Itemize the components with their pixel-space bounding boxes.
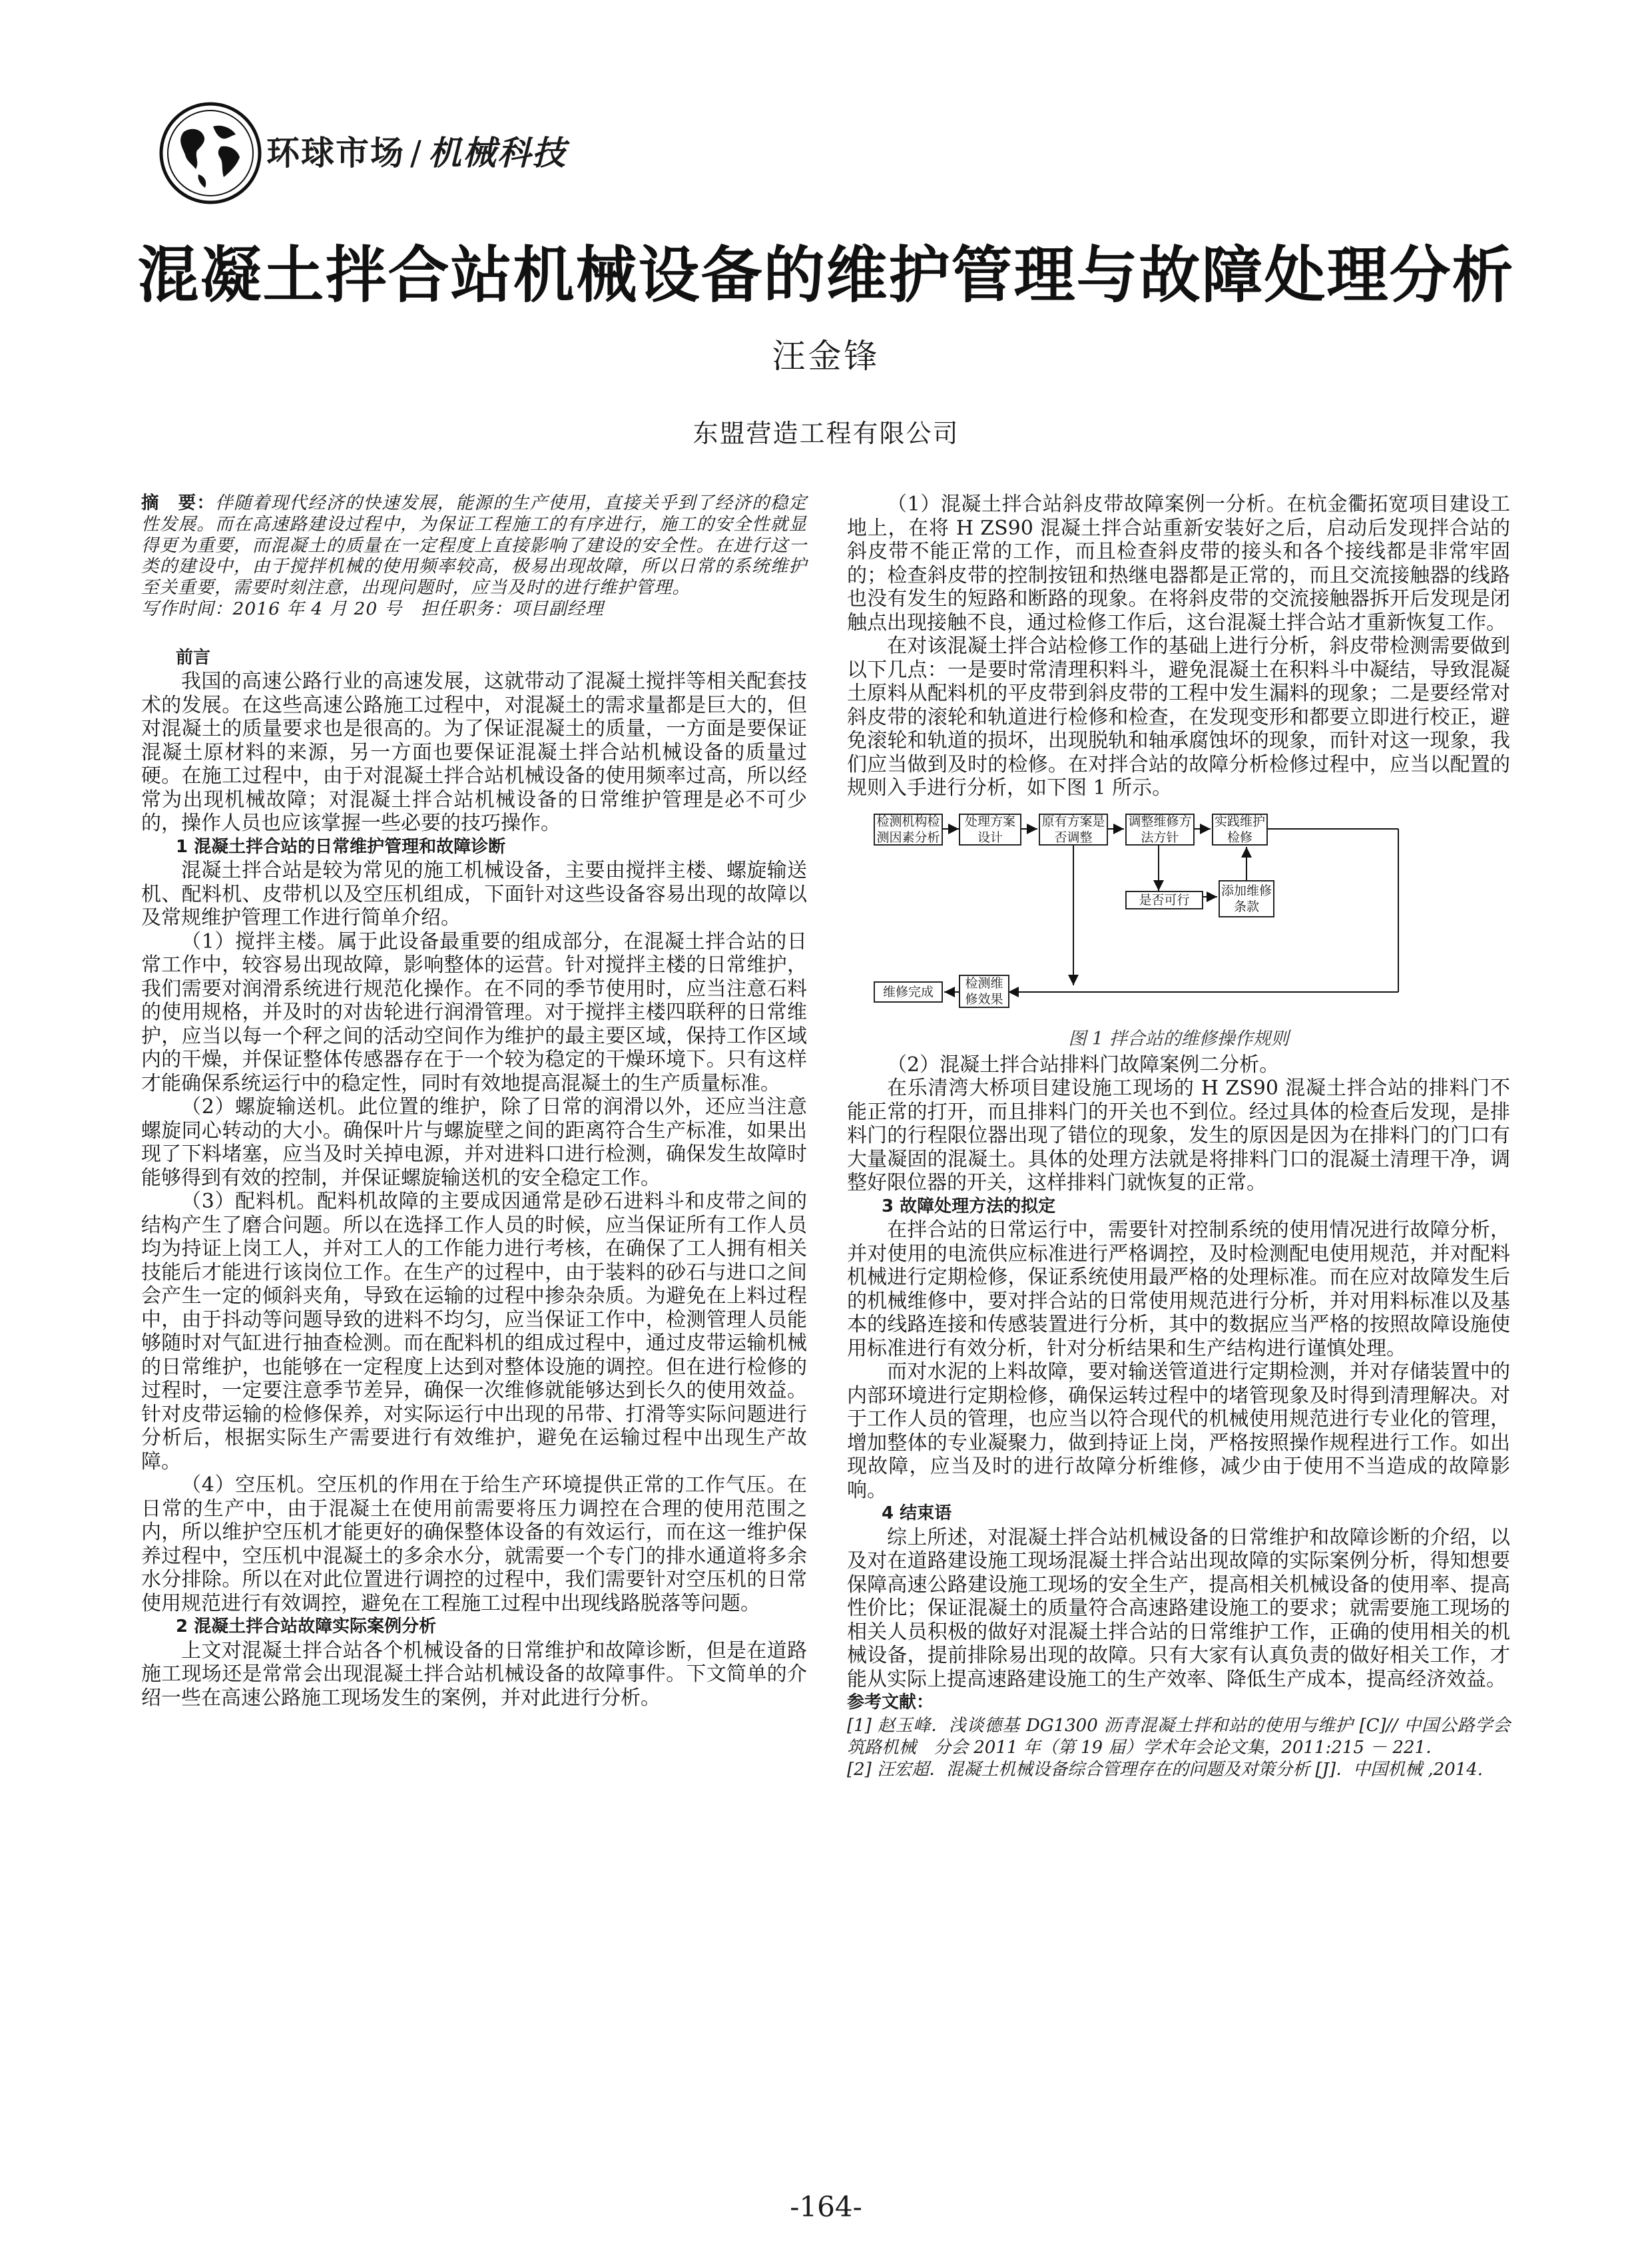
magazine-header	[266, 126, 567, 174]
paragraph: 在拌合站的日常运行中，需要针对控制系统的使用情况进行故障分析，并对使用的电流供应标准进行严格调控，及时检测配电使用规范，并对配料机械进行定期检修，保证系统使用最严格的处理标准。而在应对故障发生后的机械维修中，要对拌合站的日常使用规范进行分析，并对用料标准以及基本的线路连接和传感装置进行分析，其中的数据应当严格的按照故障设施使用标准进行有效分析，针对分析结果和生产结构进行谨慎处理。	[847, 1218, 1510, 1360]
paragraph: 在乐清湾大桥项目建设施工现场的 H ZS90 混凝土拌合站的排料门不能正常的打开，而且排料门的开关也不到位。经过具体的检查后发现，是排料门的行程限位器出现了错位的现象，发生的原因是因为在排料门的门口有大量凝固的混凝土。具体的处理方法就是将排料门口的混凝土清理干净，调整好限位器的开关，这样排料门就恢复的正常。	[847, 1077, 1510, 1194]
references	[847, 1715, 1510, 1781]
section-heading-2: 2 混凝土拌合站故障实际案例分析	[176, 1617, 437, 1637]
reference-item: [2] 汪宏超．混凝土机械设备综合管理存在的问题及对策分析 [J]．中国机械 ,2014.	[847, 1759, 1484, 1780]
paragraph: （2）混凝土拌合站排料门故障案例二分析。	[887, 1053, 1280, 1077]
article-author: 汪金锋	[772, 337, 880, 375]
paragraph: 综上所述，对混凝土拌合站机械设备的日常维护和故障诊断的介绍，以及对在道路建设施工现场混凝土拌合站出现故障的实际案例分析，得知想要保障高速公路建设施工现场的安全生产，提高相关机械设备的使用率、提高性价比；保证混凝土的质量符合高速路建设施工的要求；就需要施工现场的相关人员积极的做好对混凝土拌合站的日常维护工作，正确的使用相关的机械设备，提前排除易出现的故障。只有大家有认真负责的做好相关工作，才能从实际上提高速路建设施工的生产效率、降低生产成本，提高经济效益。	[847, 1525, 1510, 1691]
flow-box-check-effect: 检测维修效果	[959, 975, 1009, 1008]
flow-box-add-clause: 添加维修条款	[1219, 880, 1274, 917]
section-heading-4: 4 结束语	[882, 1503, 952, 1523]
paragraph: 而对水泥的上料故障，要对输送管道进行定期检测，并对存储装置中的内部环境进行定期检修，确保运转过程中的堵管现象及时得到清理解决。对于工作人员的管理，也应当以符合现代的机械使用规范进行专业化的管理，增加整体的专业凝聚力，做到持证上岗，严格按照操作规程进行工作。如出现故障，应当及时的进行故障分析维修，减少由于使用不当造成的故障影响。	[847, 1360, 1510, 1502]
section-heading-1: 1 混凝土拌合站的日常维护管理和故障诊断	[176, 836, 506, 857]
paragraph: （4）空压机。空压机的作用在于给生产环境提供正常的工作气压。在日常的生产中，由于混凝土在使用前需要将压力调控在合理的使用范围之内，所以维护空压机才能更好的确保整体设备的有效运行，而在这一维护保养过程中，空压机中混凝土的多余水分，就需要一个专门的排水通道将多余水分排除。所以在对此位置进行调控的过程中，我们需要针对空压机的日常使用规范进行有效调控，避免在工程施工过程中出现线路脱落等问题。	[141, 1473, 807, 1615]
article-title: 混凝土拌合站机械设备的维护管理与故障处理分析	[137, 240, 1515, 311]
flow-box-adjust-check: 原有方案是否调整	[1039, 814, 1108, 846]
figure-1-flowchart	[847, 806, 1510, 1025]
globe-logo	[157, 100, 264, 206]
flow-box-feasible: 是否可行	[1125, 891, 1203, 909]
header-separator: /	[410, 134, 423, 172]
references-heading: 参考文献：	[847, 1692, 934, 1712]
column-name: 机械科技	[427, 134, 567, 172]
section-heading-3: 3 故障处理方法的拟定	[882, 1196, 1056, 1216]
paragraph: 混凝土拌合站是较为常见的施工机械设备，主要由搅拌主楼、螺旋输送机、配料机、皮带机以及空压机组成，下面针对这些设备容易出现的故障以及常规维护管理工作进行简单介绍。	[141, 859, 807, 930]
paragraph: （1）搅拌主楼。属于此设备最重要的组成部分，在混凝土拌合站的日常工作中，较容易出现故障，影响整体的运营。针对搅拌主楼的日常维护，我们需要对润滑系统进行规范化操作。在不同的季节使用时，应当注意石料的使用规格，并及时的对齿轮进行润滑管理。对于搅拌主楼四联秤的日常维护，应当以每一个秤之间的活动空间作为维护的最主要区域，保持工作区域内的干燥，并保证整体传感器存在于一个较为稳定的干燥环境下。只有这样才能确保系统运行中的稳定性，同时有效地提高混凝土的生产质量标准。	[141, 929, 807, 1095]
abstract-meta: 写作时间：2016 年 4 月 20 号 担任职务：项目副经理	[141, 598, 604, 619]
paragraph: 在对该混凝土拌合站检修工作的基础上进行分析，斜皮带检测需要做到以下几点：一是要时常清理积料斗，避免混凝土在积料斗中凝结，导致混凝土原料从配料机的平皮带到斜皮带的工程中发生漏料的现象；二是要经常对斜皮带的滚轮和轨道进行检修和检查，在发现变形和都要立即进行校正，避免滚轮和轨道的损坏，出现脱轨和轴承腐蚀坏的现象，而针对这一现象，我们应当做到及时的检修。在对拌合站的故障分析检修过程中，应当以配置的规则入手进行分析，如下图 1 所示。	[847, 634, 1510, 800]
abstract	[141, 493, 807, 620]
left-column	[141, 493, 807, 1710]
flow-box-design: 处理方案设计	[959, 814, 1021, 846]
magazine-name: 环球市场	[266, 134, 405, 172]
figure-caption: 图 1 拌合站的维修操作规则	[1068, 1028, 1289, 1049]
paragraph: （1）混凝土拌合站斜皮带故障案例一分析。在杭金衢拓宽项目建设工地上，在将 H ZS90 混凝土拌合站重新安装好之后，启动后发现拌合站的斜皮带不能正常的工作，而且检查斜皮带的接头和各个接线都是非常牢固的；检查斜皮带的控制按钮和热继电器都是正常的，而且交流接触器的线路也没有发生的短路和断路的现象。在将斜皮带的交流接触器拆开后发现是闭触点出现接触不良，通过检修工作后，这台混凝土拌合站才重新恢复工作。	[847, 493, 1510, 634]
abstract-text: 伴随着现代经济的快速发展，能源的生产使用，直接关乎到了经济的稳定性发展。而在高速路建设过程中，为保证工程施工的有序进行，施工的安全性就显得更为重要，而混凝土的质量在一定程度上直接影响了建设的安全性。在进行这一类的建设中，由于搅拌机械的使用频率较高，极易出现故障，所以日常的系统维护至关重要，需要时刻注意，出现问题时，应当及时的进行维护管理。	[141, 493, 808, 599]
right-body-2	[847, 1053, 1510, 1715]
left-body	[141, 646, 807, 1710]
flow-box-complete: 维修完成	[874, 981, 943, 1003]
paragraph: （2）螺旋输送机。此位置的维护，除了日常的润滑以外，还应当注意螺旋同心转动的大小。确保叶片与螺旋壁之间的距离符合生产标准，如果出现了下料堵塞，应当及时关掉电源，并对进料口进行检测，确保发生故障时能够得到有效的控制，并保证螺旋输送机的安全稳定工作。	[141, 1095, 807, 1190]
flow-box-analysis: 检测机构检测因素分析	[874, 814, 943, 846]
paragraph: 上文对混凝土拌合站各个机械设备的日常维护和故障诊断，但是在道路施工现场还是常常会出现混凝土拌合站机械设备的故障事件。下文简单的介绍一些在高速公路施工现场发生的案例，并对此进行分析。	[141, 1638, 807, 1710]
intro-heading: 前言	[176, 647, 211, 668]
reference-item: [1] 赵玉峰．浅谈德基 DG1300 沥青混凝土拌和站的使用与维护 [C]// 中国公路学会筑路机械 分会 2011 年（第 19 届）学术年会论文集，2011:215 － 221．	[847, 1715, 1510, 1758]
paragraph: （3）配料机。配料机故障的主要成因通常是砂石进料斗和皮带之间的结构产生了磨合问题。所以在选择工作人员的时候，应当保证所有工作人员均为持证上岗工人，并对工人的工作能力进行考核，在确保了工人拥有相关技能后才能进行该岗位工作。在生产的过程中，由于装料的砂石与进口之间会产生一定的倾斜夹角，导致在运输的过程中掺杂杂质。为避免在上料过程中，由于抖动等问题导致的进料不均匀，应当保证工作中，检测管理人员能够随时对气缸进行抽查检测。而在配料机的组成过程中，通过皮带运输机械的日常维护，也能够在一定程度上达到对整体设施的调控。但在进行检修的过程时，一定要注意季节差异，确保一次维修就能够达到长久的使用效益。针对皮带运输的检修保养，对实际运行中出现的吊带、打滑等实际问题进行分析后，根据实际生产需要进行有效维护，避免在运输过程中出现生产故障。	[141, 1190, 807, 1473]
page-number: -164-	[790, 2190, 862, 2223]
right-body	[847, 493, 1510, 800]
flow-box-practice: 实践维护检修	[1212, 814, 1268, 846]
flow-box-adjust-method: 调整维修方法方针	[1125, 814, 1195, 846]
abstract-label: 摘 要：	[141, 493, 216, 513]
right-column	[847, 493, 1510, 1781]
author-affiliation: 东盟营造工程有限公司	[692, 419, 960, 448]
paragraph: 我国的高速公路行业的高速发展，这就带动了混凝土搅拌等相关配套技术的发展。在这些高速公路施工过程中，对混凝土的需求量都是巨大的，但对混凝土的质量要求也是很高的。为了保证混凝土的质量，一方面是要保证混凝土原材料的来源，另一方面也要保证混凝土拌合站机械设备的质量过硬。在施工过程中，由于对混凝土拌合站机械设备的使用频率过高，所以经常为出现机械故障；对混凝土拌合站机械设备的日常维护管理是必不可少的，操作人员也应该掌握一些必要的技巧操作。	[141, 670, 807, 836]
